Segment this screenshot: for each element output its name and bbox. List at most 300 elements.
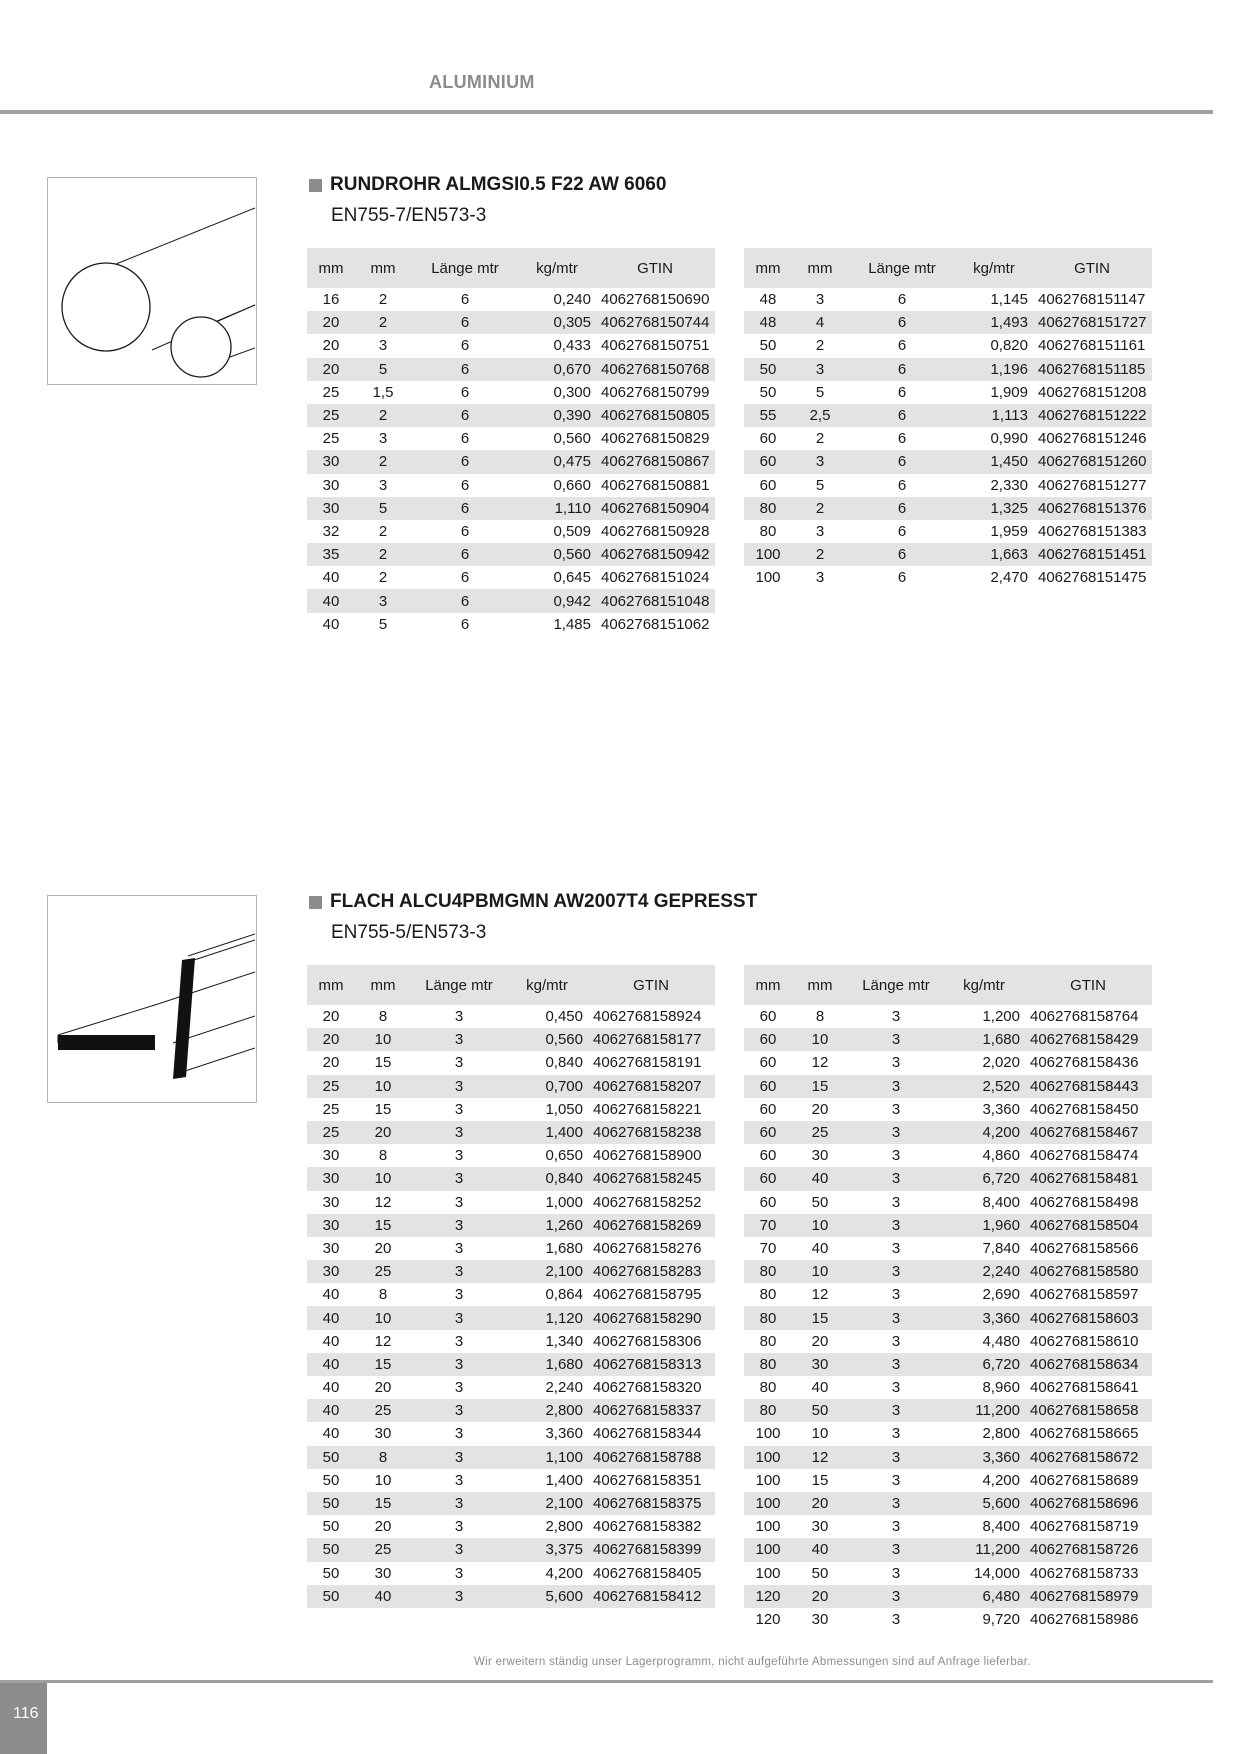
table-cell: 15 <box>811 1471 829 1489</box>
col-header-mm: mm <box>792 248 848 288</box>
table-cell: 4062768151260 <box>1032 450 1152 473</box>
table-cell: 3 <box>848 1353 944 1376</box>
table-cell: 4062768158467 <box>1024 1121 1152 1144</box>
table-cell: 3,360 <box>982 1100 1020 1118</box>
table-row <box>744 311 1152 334</box>
table-cell: 3 <box>411 1121 507 1144</box>
table-cell: 25 <box>307 1121 355 1144</box>
table-row <box>744 474 1152 497</box>
table-cell: 3 <box>411 1167 507 1190</box>
table-cell: 4062768158672 <box>1024 1446 1152 1469</box>
table-cell: 4062768151277 <box>1038 476 1147 494</box>
table-cell: 4,200 <box>944 1121 1024 1144</box>
table-row <box>744 358 1152 381</box>
table-row <box>307 1191 715 1214</box>
table-cell: 3 <box>792 358 848 381</box>
table-cell: 3 <box>411 1075 507 1098</box>
table-cell: 40 <box>322 1286 340 1304</box>
table-row <box>307 1051 715 1074</box>
table-cell: 0,700 <box>507 1075 587 1098</box>
table-cell: 6 <box>897 291 907 309</box>
table-cell: 3 <box>891 1054 901 1072</box>
table-row <box>307 1469 715 1492</box>
table-row <box>307 404 715 427</box>
table-cell: 1,680 <box>507 1353 587 1376</box>
table-cell: 6 <box>848 358 956 381</box>
table-cell: 10 <box>355 1075 411 1098</box>
table-cell: 60 <box>759 1054 777 1072</box>
table-cell: 4062768158986 <box>1030 1610 1139 1628</box>
table-cell: 4062768158429 <box>1024 1028 1152 1051</box>
table-row <box>744 1422 1152 1445</box>
table-cell: 1,100 <box>507 1446 587 1469</box>
table-cell: 3 <box>411 1492 507 1515</box>
table-cell: 40 <box>307 1353 355 1376</box>
table-cell: 4062768150867 <box>595 450 715 473</box>
table-row <box>744 1562 1152 1585</box>
table-cell: 4062768151185 <box>1032 358 1152 381</box>
table-cell: 4062768158764 <box>1030 1008 1139 1026</box>
table-row <box>307 1538 715 1561</box>
table-row <box>307 450 715 473</box>
table-cell: 60 <box>744 1167 792 1190</box>
table-cell: 4062768158481 <box>1024 1167 1152 1190</box>
table-cell: 2,100 <box>507 1492 587 1515</box>
table-cell: 11,200 <box>944 1399 1024 1422</box>
table-row <box>744 1446 1152 1469</box>
table-cell: 4062768158405 <box>593 1564 702 1582</box>
header-divider <box>0 110 1213 114</box>
table-cell: 6 <box>460 569 470 587</box>
table-cell: 3 <box>792 450 848 473</box>
table-cell: 100 <box>755 569 781 587</box>
table-cell: 4062768150768 <box>595 358 715 381</box>
table-cell: 4062768150805 <box>595 404 715 427</box>
table-cell: 100 <box>755 1518 781 1536</box>
table-cell: 6 <box>411 358 519 381</box>
table-cell: 0,305 <box>519 311 595 334</box>
table-row <box>744 1353 1152 1376</box>
table-row <box>744 1028 1152 1051</box>
table-cell: 3 <box>891 1239 901 1257</box>
table-cell: 4062768158337 <box>587 1399 715 1422</box>
table-cell: 1,485 <box>553 615 591 633</box>
table-cell: 1,200 <box>982 1008 1020 1026</box>
table-cell: 70 <box>759 1239 777 1257</box>
table-row <box>744 1260 1152 1283</box>
table-cell: 3 <box>891 1008 901 1026</box>
table-cell: 3 <box>454 1193 464 1211</box>
table-cell: 3,360 <box>944 1446 1024 1469</box>
table-cell: 4062768158351 <box>593 1471 702 1489</box>
table-cell: 4062768158177 <box>587 1028 715 1051</box>
table-cell: 0,560 <box>507 1028 587 1051</box>
col-header-gtin: GTIN <box>595 248 715 288</box>
table-cell: 50 <box>811 1193 829 1211</box>
table-cell: 20 <box>322 1008 340 1026</box>
table-cell: 1,196 <box>956 358 1032 381</box>
table-cell: 3 <box>891 1610 901 1628</box>
table-cell: 30 <box>307 1214 355 1237</box>
table-cell: 0,240 <box>553 291 591 309</box>
table-cell: 20 <box>307 311 355 334</box>
table-cell: 4,860 <box>982 1147 1020 1165</box>
table-cell: 16 <box>322 291 340 309</box>
table-row <box>307 1167 715 1190</box>
table-cell: 3 <box>454 1564 464 1582</box>
table-cell: 10 <box>792 1260 848 1283</box>
table-cell: 5 <box>378 615 388 633</box>
table-cell: 40 <box>811 1239 829 1257</box>
table-cell: 3 <box>848 1167 944 1190</box>
table-cell: 8 <box>815 1008 825 1026</box>
table-cell: 3 <box>355 589 411 612</box>
table-row <box>307 1376 715 1399</box>
table-cell: 30 <box>811 1147 829 1165</box>
table-cell: 15 <box>355 1214 411 1237</box>
table-cell: 1,663 <box>956 543 1032 566</box>
table-cell: 25 <box>355 1260 411 1283</box>
table-cell: 30 <box>811 1610 829 1628</box>
table-cell: 4,200 <box>545 1564 583 1582</box>
table-cell: 0,864 <box>545 1286 583 1304</box>
table-cell: 4062768151147 <box>1038 291 1146 309</box>
table-cell: 3,360 <box>545 1425 583 1443</box>
table-cell: 3 <box>454 1239 464 1257</box>
table-row <box>307 1515 715 1538</box>
table-row <box>307 1075 715 1098</box>
section-title-flach <box>309 891 757 913</box>
col-header-kg-mtr: kg/mtr <box>519 248 595 288</box>
col-header-mm: mm <box>792 965 848 1005</box>
table-row <box>307 1283 715 1306</box>
table-cell: 4062768158207 <box>587 1075 715 1098</box>
table-row <box>307 1237 715 1260</box>
table-cell: 3 <box>454 1147 464 1165</box>
table-row <box>744 1399 1152 1422</box>
col-header-laenge: Länge mtr <box>848 965 944 1005</box>
table-row <box>744 1306 1152 1329</box>
table-cell: 8 <box>378 1147 388 1165</box>
table-cell: 48 <box>744 311 792 334</box>
table-cell: 1,960 <box>944 1214 1024 1237</box>
table-cell: 7,840 <box>982 1239 1020 1257</box>
table-cell: 60 <box>744 450 792 473</box>
table-cell: 1,450 <box>956 450 1032 473</box>
table-row <box>744 1515 1152 1538</box>
table-row <box>307 497 715 520</box>
table-cell: 4062768158191 <box>593 1054 702 1072</box>
table-cell: 2 <box>355 311 411 334</box>
table-row <box>307 613 715 636</box>
table-cell: 4062768151246 <box>1038 430 1147 448</box>
table-cell: 6,720 <box>944 1167 1024 1190</box>
table-cell: 10 <box>811 1425 829 1443</box>
table-cell: 3 <box>848 1538 944 1561</box>
table-cell: 20 <box>374 1518 392 1536</box>
table-cell: 6 <box>848 404 956 427</box>
table-cell: 12 <box>811 1286 829 1304</box>
table-cell: 4062768158474 <box>1030 1147 1139 1165</box>
table-cell: 50 <box>759 383 777 401</box>
table-row <box>744 334 1152 357</box>
table-cell: 80 <box>759 1332 777 1350</box>
table-row <box>744 450 1152 473</box>
table-cell: 4062768158245 <box>587 1167 715 1190</box>
table-cell: 14,000 <box>974 1564 1020 1582</box>
table-cell: 3 <box>891 1286 901 1304</box>
table-cell: 50 <box>792 1399 848 1422</box>
table-cell: 3 <box>891 1471 901 1489</box>
table-cell: 2,800 <box>545 1518 583 1536</box>
table-cell: 3 <box>848 1585 944 1608</box>
table-cell: 60 <box>759 1147 777 1165</box>
table-cell: 3 <box>891 1332 901 1350</box>
table-cell: 0,560 <box>519 543 595 566</box>
table-cell: 3 <box>891 1379 901 1397</box>
table-cell: 3 <box>454 1379 464 1397</box>
table-cell: 80 <box>744 497 792 520</box>
table-cell: 48 <box>759 291 777 309</box>
round-tube-icon <box>47 177 257 385</box>
table-cell: 0,433 <box>553 337 591 355</box>
table-cell: 10 <box>355 1306 411 1329</box>
table-cell: 1,325 <box>956 497 1032 520</box>
table-cell: 15 <box>355 1492 411 1515</box>
table-cell: 20 <box>374 1379 392 1397</box>
table-cell: 2 <box>355 543 411 566</box>
table-cell: 1,909 <box>990 383 1028 401</box>
section-title-text: RUNDROHR ALMGSI0.5 F22 AW 6060 <box>330 174 667 195</box>
table-cell: 3 <box>815 569 825 587</box>
table-cell: 5 <box>355 497 411 520</box>
table-row <box>744 288 1152 311</box>
table-cell: 4062768158795 <box>593 1286 702 1304</box>
table-cell: 25 <box>307 1075 355 1098</box>
table-cell: 3 <box>848 1121 944 1144</box>
table-cell: 40 <box>322 569 340 587</box>
table-cell: 1,5 <box>372 383 394 401</box>
table-row <box>744 381 1152 404</box>
col-header-kg-mtr: kg/mtr <box>956 248 1032 288</box>
table-cell: 4062768150829 <box>601 430 710 448</box>
table-cell: 4062768151222 <box>1032 404 1152 427</box>
table-row <box>307 1098 715 1121</box>
table-cell: 4062768158269 <box>587 1214 715 1237</box>
table-cell: 4062768158665 <box>1030 1425 1139 1443</box>
table-cell: 6 <box>460 291 470 309</box>
col-header-mm: mm <box>355 248 411 288</box>
table-cell: 4062768158306 <box>593 1332 702 1350</box>
table-cell: 4062768158504 <box>1024 1214 1152 1237</box>
table-row <box>307 1562 715 1585</box>
table-row <box>307 1422 715 1445</box>
table-cell: 0,840 <box>507 1167 587 1190</box>
table-cell: 20 <box>307 1028 355 1051</box>
table-row <box>744 1330 1152 1353</box>
table-cell: 40 <box>322 1332 340 1350</box>
col-header-mm: mm <box>744 965 792 1005</box>
table-cell: 6 <box>460 615 470 633</box>
table-cell: 3 <box>378 337 388 355</box>
table-cell: 4062768158252 <box>593 1193 702 1211</box>
table-cell: 4062768158290 <box>587 1306 715 1329</box>
table-cell: 15 <box>792 1075 848 1098</box>
table-cell: 4062768151161 <box>1038 337 1146 355</box>
section-subtitle-rundrohr: EN755-7/EN573-3 <box>331 205 487 226</box>
table-cell: 20 <box>322 1054 340 1072</box>
table-cell: 0,509 <box>553 522 591 540</box>
table-cell: 4062768158658 <box>1024 1399 1152 1422</box>
table-cell: 40 <box>307 589 355 612</box>
table-cell: 1,493 <box>956 311 1032 334</box>
table-cell: 6 <box>411 497 519 520</box>
col-header-kg-mtr: kg/mtr <box>507 965 587 1005</box>
table-cell: 6 <box>411 450 519 473</box>
table-cell: 6 <box>411 543 519 566</box>
table-cell: 4062768158900 <box>593 1147 702 1165</box>
table-cell: 2,330 <box>990 476 1028 494</box>
table-cell: 4062768158450 <box>1030 1100 1139 1118</box>
table-cell: 80 <box>744 1399 792 1422</box>
table-cell: 6 <box>460 522 470 540</box>
table-cell: 3 <box>848 1075 944 1098</box>
table-cell: 4062768158733 <box>1030 1564 1139 1582</box>
table-cell: 30 <box>374 1564 392 1582</box>
table-cell: 4062768151383 <box>1038 522 1147 540</box>
table-row <box>744 404 1152 427</box>
table-cell: 3 <box>815 291 825 309</box>
table-row <box>307 1585 715 1608</box>
table-cell: 25 <box>307 404 355 427</box>
table-cell: 30 <box>811 1518 829 1536</box>
table-cell: 2 <box>815 430 825 448</box>
table-cell: 2,240 <box>545 1379 583 1397</box>
table-row <box>307 566 715 589</box>
table-cell: 3,375 <box>507 1538 587 1561</box>
table-cell: 6 <box>411 404 519 427</box>
table-row <box>307 334 715 357</box>
table-cell: 0,475 <box>519 450 595 473</box>
table-row <box>744 1144 1152 1167</box>
table-cell: 3 <box>411 1214 507 1237</box>
table-cell: 80 <box>759 1379 777 1397</box>
table-cell: 25 <box>355 1538 411 1561</box>
table-cell: 4062768150690 <box>601 291 710 309</box>
table-cell: 3 <box>891 1193 901 1211</box>
table-cell: 10 <box>792 1214 848 1237</box>
table-cell: 6 <box>460 476 470 494</box>
table-cell: 4062768158726 <box>1024 1538 1152 1561</box>
table-cell: 60 <box>744 1121 792 1144</box>
table-row <box>744 1608 1152 1631</box>
page-header-title: ALUMINIUM <box>429 72 535 92</box>
table-cell: 6 <box>848 497 956 520</box>
table-cell: 4062768158320 <box>593 1379 702 1397</box>
table-row <box>307 1306 715 1329</box>
table-row <box>307 474 715 497</box>
table-cell: 30 <box>374 1425 392 1443</box>
table-cell: 35 <box>307 543 355 566</box>
table-row <box>307 543 715 566</box>
table-cell: 120 <box>755 1610 781 1628</box>
table-cell: 0,670 <box>519 358 595 381</box>
table-cell: 80 <box>744 1260 792 1283</box>
table-cell: 100 <box>744 1538 792 1561</box>
table-cell: 50 <box>322 1564 340 1582</box>
table-cell: 4062768158412 <box>587 1585 715 1608</box>
table-cell: 55 <box>744 404 792 427</box>
table-cell: 40 <box>322 1425 340 1443</box>
table-cell: 20 <box>307 358 355 381</box>
spec-table <box>744 965 1152 1631</box>
table-cell: 3 <box>891 1518 901 1536</box>
table-cell: 20 <box>811 1332 829 1350</box>
table-cell: 8 <box>378 1286 388 1304</box>
col-header-gtin: GTIN <box>1024 965 1152 1005</box>
table-cell: 2 <box>355 450 411 473</box>
table-cell: 20 <box>322 337 340 355</box>
table-row <box>744 1376 1152 1399</box>
table-cell: 9,720 <box>982 1610 1020 1628</box>
table-cell: 20 <box>374 1239 392 1257</box>
col-header-laenge: Länge mtr <box>411 248 519 288</box>
table-cell: 8,400 <box>982 1193 1020 1211</box>
table-cell: 20 <box>355 1121 411 1144</box>
table-cell: 50 <box>811 1564 829 1582</box>
table-cell: 6 <box>848 311 956 334</box>
table-cell: 1,400 <box>507 1121 587 1144</box>
table-cell: 6 <box>897 430 907 448</box>
table-row <box>307 1028 715 1051</box>
table-row <box>744 520 1152 543</box>
table-cell: 0,450 <box>545 1008 583 1026</box>
table-cell: 3 <box>815 522 825 540</box>
table-row <box>307 1005 715 1028</box>
section-bullet-icon <box>309 179 322 192</box>
table-cell: 6 <box>460 337 470 355</box>
table-cell: 60 <box>759 1008 777 1026</box>
table-cell: 4062768150928 <box>601 522 710 540</box>
table-row <box>744 1075 1152 1098</box>
table-cell: 0,560 <box>553 430 591 448</box>
table-cell: 2,240 <box>944 1260 1024 1283</box>
table-cell: 2 <box>815 337 825 355</box>
table-cell: 100 <box>744 1446 792 1469</box>
table-cell: 3 <box>891 1425 901 1443</box>
table-cell: 80 <box>744 1306 792 1329</box>
table-cell: 6 <box>848 450 956 473</box>
table-cell: 3 <box>411 1353 507 1376</box>
table-row <box>744 1005 1152 1028</box>
table-row <box>744 1283 1152 1306</box>
table-cell: 4062768158221 <box>593 1100 702 1118</box>
table-cell: 4062768158344 <box>593 1425 702 1443</box>
table-cell: 3 <box>848 1214 944 1237</box>
table-cell: 4062768158610 <box>1030 1332 1139 1350</box>
table-cell: 6 <box>848 543 956 566</box>
table-row <box>744 1214 1152 1237</box>
table-row <box>307 1214 715 1237</box>
table-cell: 1,680 <box>545 1239 583 1257</box>
table-cell: 1,110 <box>519 497 595 520</box>
table-cell: 60 <box>759 476 777 494</box>
table-cell: 4,200 <box>982 1471 1020 1489</box>
table-cell: 50 <box>759 337 777 355</box>
table-cell: 2,020 <box>982 1054 1020 1072</box>
table-cell: 50 <box>307 1492 355 1515</box>
table-cell: 20 <box>792 1585 848 1608</box>
